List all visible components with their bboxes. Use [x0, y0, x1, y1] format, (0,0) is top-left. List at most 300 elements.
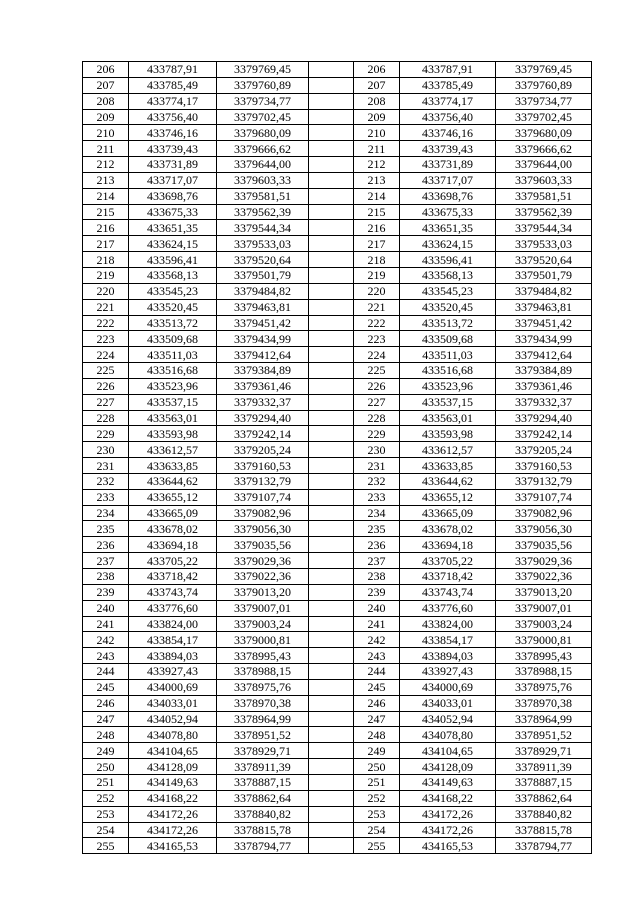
left-x-coordinate-cell: 433509,68 [129, 331, 217, 347]
left-point-number-cell: 232 [83, 473, 129, 489]
table-row [83, 299, 592, 315]
left-x-coordinate-cell: 433675,33 [129, 204, 217, 220]
left-y-coordinate-cell: 3379361,46 [217, 378, 309, 394]
table-row [83, 220, 592, 236]
left-x-coordinate-cell: 433511,03 [129, 347, 217, 363]
left-x-coordinate-cell: 434104,65 [129, 743, 217, 759]
spacer-cell [309, 458, 354, 474]
left-point-number-cell: 226 [83, 378, 129, 394]
right-point-number-cell: 223 [354, 331, 400, 347]
left-y-coordinate-cell: 3378840,82 [217, 806, 309, 822]
right-y-coordinate-cell: 3378929,71 [496, 743, 592, 759]
left-point-number-cell: 234 [83, 505, 129, 521]
right-point-number-cell: 218 [354, 252, 400, 268]
right-point-number-cell: 217 [354, 236, 400, 252]
right-point-number-cell: 232 [354, 473, 400, 489]
right-x-coordinate-cell: 433513,72 [400, 315, 496, 331]
right-point-number-cell: 246 [354, 695, 400, 711]
left-point-number-cell: 207 [83, 77, 129, 93]
left-y-coordinate-cell: 3379702,45 [217, 109, 309, 125]
right-x-coordinate-cell: 434033,01 [400, 695, 496, 711]
right-x-coordinate-cell: 433509,68 [400, 331, 496, 347]
left-y-coordinate-cell: 3379022,36 [217, 569, 309, 585]
left-point-number-cell: 218 [83, 252, 129, 268]
spacer-cell [309, 331, 354, 347]
right-point-number-cell: 254 [354, 822, 400, 838]
right-y-coordinate-cell: 3379007,01 [496, 600, 592, 616]
spacer-cell [309, 410, 354, 426]
right-y-coordinate-cell: 3378970,38 [496, 695, 592, 711]
left-y-coordinate-cell: 3379520,64 [217, 252, 309, 268]
left-y-coordinate-cell: 3379533,03 [217, 236, 309, 252]
spacer-cell [309, 93, 354, 109]
left-point-number-cell: 247 [83, 711, 129, 727]
left-x-coordinate-cell: 433717,07 [129, 172, 217, 188]
right-x-coordinate-cell: 433596,41 [400, 252, 496, 268]
left-x-coordinate-cell: 433718,42 [129, 569, 217, 585]
table-row [83, 505, 592, 521]
left-x-coordinate-cell: 434172,26 [129, 822, 217, 838]
left-point-number-cell: 244 [83, 664, 129, 680]
table-row [83, 679, 592, 695]
right-point-number-cell: 206 [354, 62, 400, 78]
left-x-coordinate-cell: 434168,22 [129, 790, 217, 806]
left-point-number-cell: 248 [83, 727, 129, 743]
spacer-cell [309, 315, 354, 331]
right-y-coordinate-cell: 3379544,34 [496, 220, 592, 236]
right-y-coordinate-cell: 3379463,81 [496, 299, 592, 315]
left-x-coordinate-cell: 433824,00 [129, 616, 217, 632]
table-row [83, 521, 592, 537]
left-y-coordinate-cell: 3379666,62 [217, 141, 309, 157]
right-point-number-cell: 207 [354, 77, 400, 93]
right-y-coordinate-cell: 3379035,56 [496, 537, 592, 553]
spacer-cell [309, 442, 354, 458]
left-y-coordinate-cell: 3379384,89 [217, 363, 309, 379]
left-point-number-cell: 217 [83, 236, 129, 252]
right-y-coordinate-cell: 3379666,62 [496, 141, 592, 157]
right-y-coordinate-cell: 3379384,89 [496, 363, 592, 379]
right-y-coordinate-cell: 3379160,53 [496, 458, 592, 474]
right-point-number-cell: 220 [354, 283, 400, 299]
left-point-number-cell: 233 [83, 489, 129, 505]
right-point-number-cell: 231 [354, 458, 400, 474]
spacer-cell [309, 347, 354, 363]
right-point-number-cell: 212 [354, 157, 400, 173]
right-point-number-cell: 235 [354, 521, 400, 537]
left-x-coordinate-cell: 433651,35 [129, 220, 217, 236]
table-row [83, 806, 592, 822]
table-row [83, 664, 592, 680]
left-point-number-cell: 222 [83, 315, 129, 331]
right-point-number-cell: 248 [354, 727, 400, 743]
right-point-number-cell: 219 [354, 267, 400, 283]
spacer-cell [309, 790, 354, 806]
table-row [83, 267, 592, 283]
left-x-coordinate-cell: 434052,94 [129, 711, 217, 727]
right-x-coordinate-cell: 433665,09 [400, 505, 496, 521]
right-y-coordinate-cell: 3379022,36 [496, 569, 592, 585]
left-x-coordinate-cell: 433644,62 [129, 473, 217, 489]
spacer-cell [309, 125, 354, 141]
right-y-coordinate-cell: 3379734,77 [496, 93, 592, 109]
left-y-coordinate-cell: 3379082,96 [217, 505, 309, 521]
left-y-coordinate-cell: 3379160,53 [217, 458, 309, 474]
right-x-coordinate-cell: 433694,18 [400, 537, 496, 553]
left-point-number-cell: 243 [83, 648, 129, 664]
left-x-coordinate-cell: 433596,41 [129, 252, 217, 268]
left-x-coordinate-cell: 433678,02 [129, 521, 217, 537]
left-point-number-cell: 236 [83, 537, 129, 553]
right-x-coordinate-cell: 433593,98 [400, 426, 496, 442]
table-row [83, 442, 592, 458]
right-x-coordinate-cell: 433651,35 [400, 220, 496, 236]
right-x-coordinate-cell: 434172,26 [400, 822, 496, 838]
right-point-number-cell: 224 [354, 347, 400, 363]
right-x-coordinate-cell: 434000,69 [400, 679, 496, 695]
left-point-number-cell: 230 [83, 442, 129, 458]
right-point-number-cell: 236 [354, 537, 400, 553]
right-y-coordinate-cell: 3379412,64 [496, 347, 592, 363]
right-y-coordinate-cell: 3379107,74 [496, 489, 592, 505]
right-y-coordinate-cell: 3379000,81 [496, 632, 592, 648]
right-y-coordinate-cell: 3378951,52 [496, 727, 592, 743]
right-y-coordinate-cell: 3379702,45 [496, 109, 592, 125]
left-x-coordinate-cell: 433537,15 [129, 394, 217, 410]
left-y-coordinate-cell: 3379434,99 [217, 331, 309, 347]
left-x-coordinate-cell: 433927,43 [129, 664, 217, 680]
left-y-coordinate-cell: 3378862,64 [217, 790, 309, 806]
table-row [83, 600, 592, 616]
left-x-coordinate-cell: 433694,18 [129, 537, 217, 553]
spacer-cell [309, 774, 354, 790]
spacer-cell [309, 569, 354, 585]
left-y-coordinate-cell: 3379562,39 [217, 204, 309, 220]
left-x-coordinate-cell: 433520,45 [129, 299, 217, 315]
right-y-coordinate-cell: 3379484,82 [496, 283, 592, 299]
right-x-coordinate-cell: 433927,43 [400, 664, 496, 680]
right-point-number-cell: 208 [354, 93, 400, 109]
left-point-number-cell: 214 [83, 188, 129, 204]
right-point-number-cell: 210 [354, 125, 400, 141]
left-x-coordinate-cell: 434033,01 [129, 695, 217, 711]
right-point-number-cell: 253 [354, 806, 400, 822]
table-row [83, 473, 592, 489]
spacer-cell [309, 822, 354, 838]
table-row [83, 93, 592, 109]
left-point-number-cell: 249 [83, 743, 129, 759]
spacer-cell [309, 394, 354, 410]
table-row [83, 537, 592, 553]
spacer-cell [309, 537, 354, 553]
right-y-coordinate-cell: 3379451,42 [496, 315, 592, 331]
spacer-cell [309, 727, 354, 743]
left-point-number-cell: 231 [83, 458, 129, 474]
table-row [83, 347, 592, 363]
table-row [83, 172, 592, 188]
left-x-coordinate-cell: 434172,26 [129, 806, 217, 822]
left-x-coordinate-cell: 433854,17 [129, 632, 217, 648]
spacer-cell [309, 283, 354, 299]
left-point-number-cell: 255 [83, 838, 129, 854]
right-y-coordinate-cell: 3378794,77 [496, 838, 592, 854]
table-row [83, 569, 592, 585]
left-point-number-cell: 215 [83, 204, 129, 220]
left-point-number-cell: 225 [83, 363, 129, 379]
right-x-coordinate-cell: 433698,76 [400, 188, 496, 204]
right-point-number-cell: 242 [354, 632, 400, 648]
table-row [83, 458, 592, 474]
left-point-number-cell: 241 [83, 616, 129, 632]
left-point-number-cell: 224 [83, 347, 129, 363]
right-point-number-cell: 237 [354, 553, 400, 569]
table-row [83, 394, 592, 410]
right-point-number-cell: 230 [354, 442, 400, 458]
left-y-coordinate-cell: 3378815,78 [217, 822, 309, 838]
left-point-number-cell: 221 [83, 299, 129, 315]
right-x-coordinate-cell: 433824,00 [400, 616, 496, 632]
table-row [83, 410, 592, 426]
right-x-coordinate-cell: 434128,09 [400, 759, 496, 775]
left-y-coordinate-cell: 3379544,34 [217, 220, 309, 236]
left-point-number-cell: 250 [83, 759, 129, 775]
left-x-coordinate-cell: 433516,68 [129, 363, 217, 379]
left-x-coordinate-cell: 433523,96 [129, 378, 217, 394]
right-x-coordinate-cell: 433774,17 [400, 93, 496, 109]
table-row [83, 236, 592, 252]
left-y-coordinate-cell: 3379412,64 [217, 347, 309, 363]
right-y-coordinate-cell: 3379056,30 [496, 521, 592, 537]
left-y-coordinate-cell: 3379332,37 [217, 394, 309, 410]
right-x-coordinate-cell: 433624,15 [400, 236, 496, 252]
right-y-coordinate-cell: 3378911,39 [496, 759, 592, 775]
right-x-coordinate-cell: 433563,01 [400, 410, 496, 426]
right-x-coordinate-cell: 433743,74 [400, 584, 496, 600]
left-x-coordinate-cell: 433568,13 [129, 267, 217, 283]
right-x-coordinate-cell: 434149,63 [400, 774, 496, 790]
right-x-coordinate-cell: 433568,13 [400, 267, 496, 283]
table-row [83, 489, 592, 505]
left-y-coordinate-cell: 3379463,81 [217, 299, 309, 315]
left-point-number-cell: 229 [83, 426, 129, 442]
right-y-coordinate-cell: 3378995,43 [496, 648, 592, 664]
left-x-coordinate-cell: 433545,23 [129, 283, 217, 299]
right-point-number-cell: 209 [354, 109, 400, 125]
right-y-coordinate-cell: 3379013,20 [496, 584, 592, 600]
spacer-cell [309, 220, 354, 236]
right-point-number-cell: 226 [354, 378, 400, 394]
left-y-coordinate-cell: 3378975,76 [217, 679, 309, 695]
right-point-number-cell: 241 [354, 616, 400, 632]
right-x-coordinate-cell: 433776,60 [400, 600, 496, 616]
right-point-number-cell: 240 [354, 600, 400, 616]
right-y-coordinate-cell: 3379680,09 [496, 125, 592, 141]
spacer-cell [309, 679, 354, 695]
table-row [83, 77, 592, 93]
spacer-cell [309, 584, 354, 600]
spacer-cell [309, 806, 354, 822]
left-y-coordinate-cell: 3379603,33 [217, 172, 309, 188]
right-x-coordinate-cell: 433612,57 [400, 442, 496, 458]
table-row [83, 188, 592, 204]
right-point-number-cell: 229 [354, 426, 400, 442]
left-point-number-cell: 208 [83, 93, 129, 109]
left-x-coordinate-cell: 434000,69 [129, 679, 217, 695]
left-x-coordinate-cell: 433785,49 [129, 77, 217, 93]
right-point-number-cell: 250 [354, 759, 400, 775]
right-x-coordinate-cell: 433516,68 [400, 363, 496, 379]
right-point-number-cell: 239 [354, 584, 400, 600]
right-point-number-cell: 225 [354, 363, 400, 379]
left-y-coordinate-cell: 3379451,42 [217, 315, 309, 331]
left-point-number-cell: 212 [83, 157, 129, 173]
right-y-coordinate-cell: 3379603,33 [496, 172, 592, 188]
left-x-coordinate-cell: 433743,74 [129, 584, 217, 600]
table-row [83, 743, 592, 759]
spacer-cell [309, 600, 354, 616]
spacer-cell [309, 188, 354, 204]
left-point-number-cell: 220 [83, 283, 129, 299]
left-x-coordinate-cell: 433655,12 [129, 489, 217, 505]
left-y-coordinate-cell: 3379107,74 [217, 489, 309, 505]
right-y-coordinate-cell: 3379242,14 [496, 426, 592, 442]
right-y-coordinate-cell: 3379361,46 [496, 378, 592, 394]
right-x-coordinate-cell: 433655,12 [400, 489, 496, 505]
right-y-coordinate-cell: 3379581,51 [496, 188, 592, 204]
right-x-coordinate-cell: 434165,53 [400, 838, 496, 854]
table-row [83, 774, 592, 790]
table-row [83, 252, 592, 268]
left-point-number-cell: 237 [83, 553, 129, 569]
right-point-number-cell: 234 [354, 505, 400, 521]
left-x-coordinate-cell: 434165,53 [129, 838, 217, 854]
left-point-number-cell: 227 [83, 394, 129, 410]
spacer-cell [309, 172, 354, 188]
table-row [83, 363, 592, 379]
left-y-coordinate-cell: 3379000,81 [217, 632, 309, 648]
left-y-coordinate-cell: 3378995,43 [217, 648, 309, 664]
right-y-coordinate-cell: 3379205,24 [496, 442, 592, 458]
spacer-cell [309, 426, 354, 442]
left-x-coordinate-cell: 433776,60 [129, 600, 217, 616]
right-x-coordinate-cell: 434172,26 [400, 806, 496, 822]
left-y-coordinate-cell: 3379501,79 [217, 267, 309, 283]
right-x-coordinate-cell: 434104,65 [400, 743, 496, 759]
right-x-coordinate-cell: 433678,02 [400, 521, 496, 537]
left-y-coordinate-cell: 3379760,89 [217, 77, 309, 93]
left-x-coordinate-cell: 433756,40 [129, 109, 217, 125]
spacer-cell [309, 505, 354, 521]
right-point-number-cell: 216 [354, 220, 400, 236]
table-row [83, 283, 592, 299]
right-x-coordinate-cell: 433511,03 [400, 347, 496, 363]
left-point-number-cell: 254 [83, 822, 129, 838]
table-row [83, 584, 592, 600]
right-y-coordinate-cell: 3379562,39 [496, 204, 592, 220]
left-y-coordinate-cell: 3379029,36 [217, 553, 309, 569]
table-row [83, 759, 592, 775]
right-point-number-cell: 245 [354, 679, 400, 695]
left-point-number-cell: 219 [83, 267, 129, 283]
spacer-cell [309, 378, 354, 394]
right-point-number-cell: 213 [354, 172, 400, 188]
left-x-coordinate-cell: 433739,43 [129, 141, 217, 157]
left-y-coordinate-cell: 3378988,15 [217, 664, 309, 680]
spacer-cell [309, 141, 354, 157]
left-y-coordinate-cell: 3379644,00 [217, 157, 309, 173]
right-point-number-cell: 221 [354, 299, 400, 315]
right-y-coordinate-cell: 3378887,15 [496, 774, 592, 790]
table-row [83, 157, 592, 173]
right-y-coordinate-cell: 3379760,89 [496, 77, 592, 93]
table-row [83, 426, 592, 442]
spacer-cell [309, 759, 354, 775]
left-point-number-cell: 253 [83, 806, 129, 822]
left-point-number-cell: 216 [83, 220, 129, 236]
left-x-coordinate-cell: 433633,85 [129, 458, 217, 474]
left-x-coordinate-cell: 433731,89 [129, 157, 217, 173]
right-x-coordinate-cell: 433785,49 [400, 77, 496, 93]
left-y-coordinate-cell: 3379769,45 [217, 62, 309, 78]
left-point-number-cell: 246 [83, 695, 129, 711]
right-y-coordinate-cell: 3379501,79 [496, 267, 592, 283]
table-row [83, 790, 592, 806]
spacer-cell [309, 267, 354, 283]
right-x-coordinate-cell: 434052,94 [400, 711, 496, 727]
left-y-coordinate-cell: 3379035,56 [217, 537, 309, 553]
table-row [83, 109, 592, 125]
right-x-coordinate-cell: 433633,85 [400, 458, 496, 474]
spacer-cell [309, 204, 354, 220]
left-point-number-cell: 239 [83, 584, 129, 600]
left-y-coordinate-cell: 3378970,38 [217, 695, 309, 711]
right-point-number-cell: 251 [354, 774, 400, 790]
spacer-cell [309, 553, 354, 569]
left-point-number-cell: 211 [83, 141, 129, 157]
right-point-number-cell: 244 [354, 664, 400, 680]
spacer-cell [309, 299, 354, 315]
right-point-number-cell: 215 [354, 204, 400, 220]
right-x-coordinate-cell: 433731,89 [400, 157, 496, 173]
right-x-coordinate-cell: 433717,07 [400, 172, 496, 188]
right-y-coordinate-cell: 3379332,37 [496, 394, 592, 410]
spacer-cell [309, 616, 354, 632]
right-point-number-cell: 255 [354, 838, 400, 854]
right-x-coordinate-cell: 434168,22 [400, 790, 496, 806]
left-point-number-cell: 209 [83, 109, 129, 125]
right-point-number-cell: 214 [354, 188, 400, 204]
left-x-coordinate-cell: 433774,17 [129, 93, 217, 109]
left-point-number-cell: 213 [83, 172, 129, 188]
table-row [83, 632, 592, 648]
right-x-coordinate-cell: 433894,03 [400, 648, 496, 664]
spacer-cell [309, 109, 354, 125]
left-y-coordinate-cell: 3378911,39 [217, 759, 309, 775]
right-y-coordinate-cell: 3379644,00 [496, 157, 592, 173]
left-y-coordinate-cell: 3379013,20 [217, 584, 309, 600]
right-x-coordinate-cell: 433644,62 [400, 473, 496, 489]
right-x-coordinate-cell: 433854,17 [400, 632, 496, 648]
right-x-coordinate-cell: 433739,43 [400, 141, 496, 157]
right-point-number-cell: 238 [354, 569, 400, 585]
table-row [83, 315, 592, 331]
left-y-coordinate-cell: 3378929,71 [217, 743, 309, 759]
right-point-number-cell: 211 [354, 141, 400, 157]
left-y-coordinate-cell: 3379680,09 [217, 125, 309, 141]
left-y-coordinate-cell: 3379205,24 [217, 442, 309, 458]
spacer-cell [309, 363, 354, 379]
table-row [83, 838, 592, 854]
